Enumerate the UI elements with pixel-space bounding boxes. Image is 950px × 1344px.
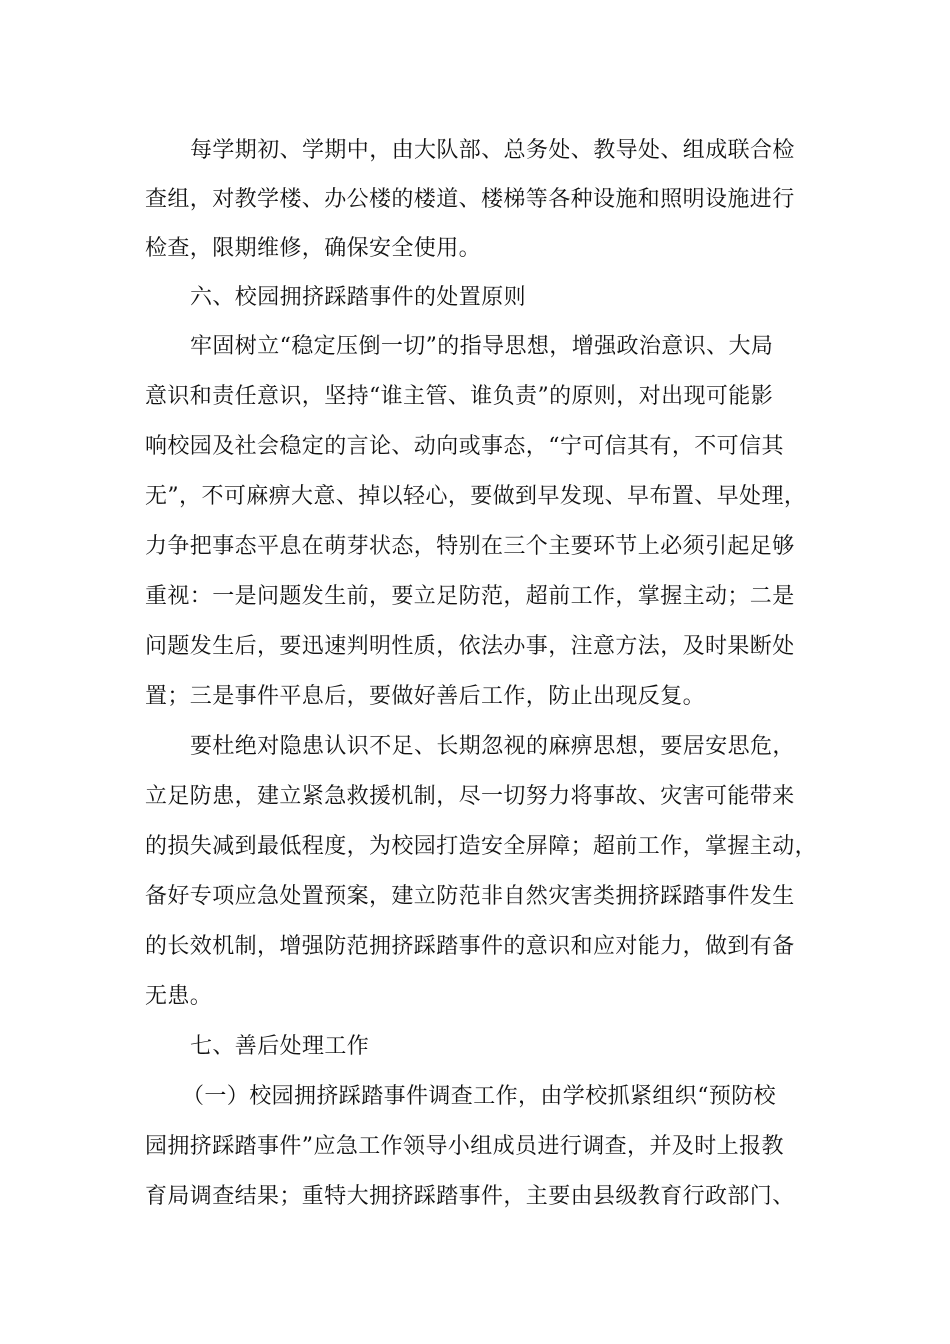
paragraph-line: （一）校园拥挤踩踏事件调查工作，由学校抓紧组织“预防校 bbox=[182, 1084, 777, 1109]
paragraph-line: 的损失减到最低程度，为校园打造安全屏障；超前工作，掌握主动， bbox=[145, 834, 818, 859]
section-heading: 七、善后处理工作 bbox=[190, 1034, 370, 1059]
section-heading: 六、校园拥挤踩踏事件的处置原则 bbox=[190, 285, 527, 310]
paragraph-line: 每学期初、学期中，由大队部、总务处、教导处、组成联合检 bbox=[190, 138, 795, 163]
paragraph-line: 力争把事态平息在萌芽状态，特别在三个主要环节上必须引起足够 bbox=[145, 534, 795, 559]
paragraph-line: 无患。 bbox=[145, 984, 213, 1009]
paragraph-line: 园拥挤踩踏事件”应急工作领导小组成员进行调查，并及时上报教 bbox=[145, 1134, 784, 1159]
paragraph-line: 备好专项应急处置预案，建立防范非自然灾害类拥挤踩踏事件发生 bbox=[145, 884, 795, 909]
paragraph-line: 意识和责任意识，坚持“谁主管、谁负责”的原则，对出现可能影 bbox=[145, 384, 774, 409]
paragraph-line: 响校园及社会稳定的言论、动向或事态，“宁可信其有，不可信其 bbox=[145, 434, 784, 459]
paragraph-line: 立足防患，建立紧急救援机制，尽一切努力将事故、灾害可能带来 bbox=[145, 784, 795, 809]
paragraph-line: 置；三是事件平息后，要做好善后工作，防止出现反复。 bbox=[145, 684, 706, 709]
paragraph-line: 查组，对教学楼、办公楼的楼道、楼梯等各种设施和照明设施进行 bbox=[145, 187, 795, 212]
paragraph-line: 无”，不可麻痹大意、掉以轻心，要做到早发现、早布置、早处理， bbox=[145, 484, 807, 509]
paragraph-line: 牢固树立“稳定压倒一切”的指导思想，增强政治意识、大局 bbox=[190, 334, 774, 359]
paragraph-line: 问题发生后，要迅速判明性质，依法办事，注意方法，及时果断处 bbox=[145, 634, 795, 659]
paragraph-line: 育局调查结果；重特大拥挤踩踏事件，主要由县级教育行政部门、 bbox=[145, 1184, 795, 1209]
paragraph-line: 重视：一是问题发生前，要立足防范，超前工作，掌握主动；二是 bbox=[145, 584, 795, 609]
paragraph-line: 的长效机制，增强防范拥挤踩踏事件的意识和应对能力，做到有备 bbox=[145, 934, 795, 959]
paragraph-line: 要杜绝对隐患认识不足、长期忽视的麻痹思想，要居安思危， bbox=[190, 734, 795, 759]
paragraph-line: 检查，限期维修，确保安全使用。 bbox=[145, 236, 482, 261]
